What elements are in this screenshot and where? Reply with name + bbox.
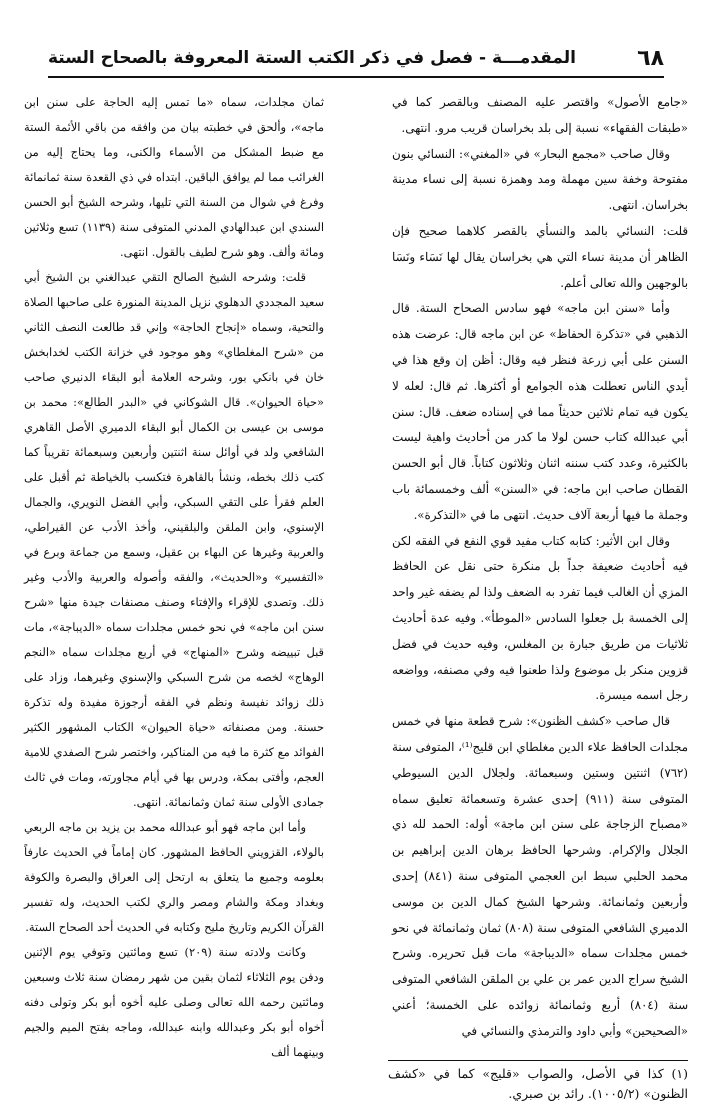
left-column [24, 90, 324, 1065]
paragraph: وأما «سنن ابن ماجه» فهو سادس الصحاح الستة. قال الذهبي في «تذكرة الحفاظ» عن ابن ماجه قال: عرضت هذه السنن على أبي زرعة فنظر فيه وقال: أظن إن وقع هذا في أيدي الناس تعطلت هذه الجوامع أو أكثرها. ثم قال: لعله لا يكون فيه تمام ثلاثين حديثاً مما في إسناده ضعف. قال: سنن أبي عبدالله كتاب حسن لولا ما كدر من أحاديث واهية ليست بالكثيرة، وعدد كتب سننه اثنان وثلاثون كتاباً. قال أبو الحسن القطان صاحب ابن ماجه: في «السنن» ألف وخمسمائة باب وجملة ما فيها أربعة آلاف حديث. انتهى ما في «التذكرة». [392, 301, 688, 522]
paragraph: قلت: وشرحه الشيخ الصالح التقي عبدالغني بن الشيخ أبي سعيد المجددي الدهلوي نزيل المدينة المنورة على صاحبها الصلاة والتحية، وسماه «إنجاح الحاجة» وإني قد طالعت النصف الثاني من «شرح المغلطاي» وهو موجود في خزانة الكتب لخدابخش خان في بانكي بور، وشرحه العلامة أبو البقاء الدنيري صاحب «حياة الحيوان». قال الشوكاني في «البدر الطالع»: محمد بن موسى بن عيسى بن الكمال أبو البقاء الدميري الأصل القاهري الشافعي ولد في أوائل سنة اثنتين وأربعين وسبعمائة تقريباً كما كتب ذلك بخطه، ونشأ بالقاهرة فتكسب بالخياطة ثم أقبل على العلم فقرأ على التقي السبكي، وأبي الفضل النويري، والجمال الإسنوي، وابن الملقن والبلقيني، وأخذ الأدب عن القيراطي، والعربية وغيرها عن البهاء بن عقيل، وسمع من جماعة وبرع في «التفسير» و«الحديث»، والفقه وأصوله والعربية والأدب وغير ذلك. وتصدى للإقراء والإفتاء وصنف مصنفات جيدة منها «شرح سنن ابن ماجه» في نحو خمس مجلدات سماه «الديباجة»، مات قبل تبييضه وشرح «المنهاج» في أربع مجلدات سماه «النجم الوهاج» لخصه من شرح السبكي والإسنوي وغيرهما، وزاد على ذلك زوائد نفيسة ونظم في الفقه أرجوزة مفيدة وله تذكرة حسنة. ومن مصنفاته «حياة الحيوان» الكتاب المشهور الكثير الفوائد مع كثرة ما فيه من المناكير، واختصر شرح الصفدي للامية العجم، وأفتى بمكة، ودرس بها في أيام مجاورته، ومات في ثالث جمادى الأولى سنة ثمان وثمانمائة. انتهى. [23, 270, 324, 809]
right-column [392, 90, 688, 1044]
footnote: (١) كذا في الأصل، والصواب «قليج» كما في «كشف الظنون» (١٠٠٥/٢). رائد بن صبري. [388, 1066, 688, 1101]
page-number: ٦٨ [637, 46, 664, 71]
paragraph: ثمان مجلدات، سماه «ما تمس إليه الحاجة على سنن ابن ماجه»، وألحق في خطبته بيان من وافقه من باقي الأئمة الستة مع ضبط المشكل من الأسماء والكنى، وما يحتاج إليه من الغرائب مما لم يوافق الباقين. ابتداه في ذي القعدة سنة ثمانمائة وفرغ في شوال من السنة التي تليها، وشرحه الشيخ أبو الحسن السندي ابن عبدالهادي المدني المتوفى سنة (١١٣٩) تسع وثلاثين ومائة وألف. وهو شرح لطيف بالقول. انتهى. [24, 95, 325, 259]
running-title: المقدمـــة - فصل في ذكر الكتب الستة المعروفة بالصحاح الستة [48, 48, 576, 68]
paragraph: وكانت ولادته سنة (٢٠٩) تسع ومائتين وتوفي يوم الإثنين ودفن يوم الثلاثاء لثمان بقين من شهر رمضان سنة ثلاث وسبعين ومائتين رحمه الله تعالى وصلى عليه أخوه أبو بكر وتولى دفنه أخواه أبو بكر وعبدالله وابنه عبدالله، وماجه بفتح الميم والجيم وبينهما ألف [24, 945, 324, 1059]
paragraph: قلت: النسائي بالمد والنسأي بالقصر كلاهما صحيح فإن الظاهر أن مدينة نساء التي هي بخراسان يقال لها نَسَاء ونَسَا بالوجهين والله تعالى أعلم. [392, 223, 688, 290]
paragraph: قال صاحب «كشف الظنون»: شرح قطعة منها في خمس مجلدات الحافظ علاء الدين مغلطاي ابن قليج⁽¹⁾، المتوفى سنة (٧٦٢) اثنتين وستين وسبعمائة. ولجلال الدين السيوطي المتوفى سنة (٩١١) إحدى عشرة وتسعمائة تعليق سماه «مصباح الزجاجة على سنن ابن ماجة» أوله: الحمد لله ذي الجلال والإكرام. وشرحها الحافظ برهان الدين إبراهيم بن محمد الحلبي سبط ابن العجمي المتوفى سنة (٨٤١) إحدى وأربعين وثمانمائة. وشرحها الشيخ كمال الدين بن موسى الدميري الشافعي المتوفى سنة (٨٠٨) ثمان وثمانمائة في نحو خمس مجلدات سماه «الديباجة» مات قبل تحريره. وشرح الشيخ سراج الدين عمر بن علي بن الملقن الشافعي المتوفى سنة (٨٠٤) أربع وثمانمائة زوائده على الخمسة؛ أعني «الصحيحين» وأبي داود والترمذي والنسائي في [392, 714, 689, 1038]
page-header [48, 42, 664, 78]
footnote-divider [388, 1060, 688, 1061]
paragraph: وقال ابن الأثير: كتابه كتاب مفيد قوي النفع في الفقه لكن فيه أحاديث ضعيفة جداً بل منكرة حتى نقل عن الحافظ المزي أن الغالب فيما تفرد به الضعف ولذا لم يضفه غير واحد إلى الخمسة بل جعلوا السادس «الموطأ». وفيه عدة أحاديث ثلاثيات من طريق جبارة بن المغلس، وفيه حديث في فضل قزوين منكر بل موضوع ولذا طعنوا فيه وفي مصنفه، وواضعه رجل اسمه ميسرة. [392, 533, 688, 703]
paragraph: «جامع الأصول» واقتصر عليه المصنف وبالقصر كما في «طبقات الفقهاء» نسبة إلى بلد بخراسان قريب مرو. انتهى. [392, 95, 688, 135]
paragraph: وأما ابن ماجه فهو أبو عبدالله محمد بن يزيد بن ماجه الربعي بالولاء، القزويني الحافظ المشهور. كان إماماً في الحديث عارفاً بعلومه وجميع ما يتعلق به ارتحل إلى العراق والبصرة والكوفة وبغداد ومكة والشام ومصر والري لكتب الحديث، وله تفسير القرآن الكريم وتاريخ مليح وكتابه في الحديث أحد الصحاح الستة. [24, 820, 324, 934]
paragraph: وقال صاحب «مجمع البحار» في «المغني»: النسائي بنون مفتوحة وخفة سين مهملة ومد وهمزة نسبة إلى نساء مدينة بخراسان. انتهى. [392, 146, 688, 213]
footnotes [388, 1064, 688, 1104]
